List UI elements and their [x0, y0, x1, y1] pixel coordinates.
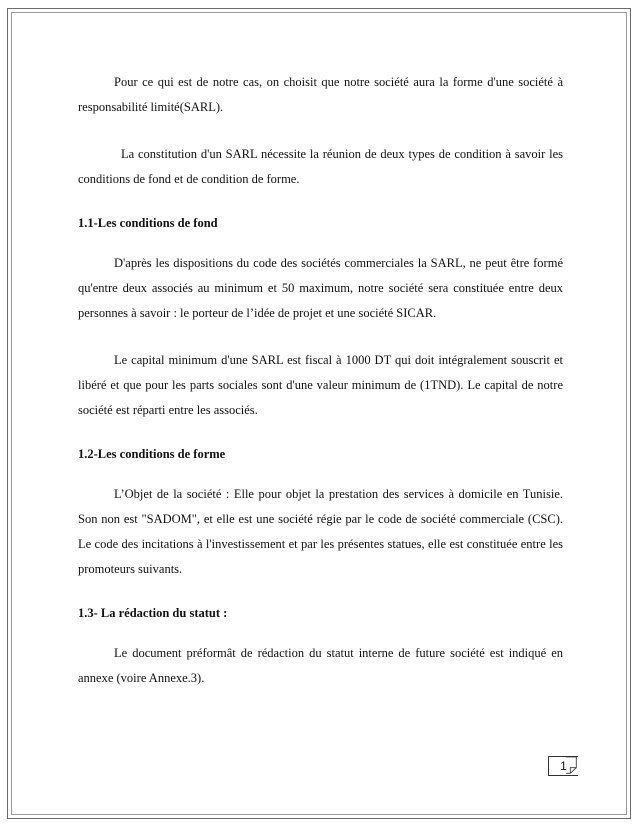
paragraph-capital: Le capital minimum d'une SARL est fiscal à 1000 DT qui doit intégralement souscrit et libéré et que pour les parts sociales sont d'une valeur minimum de (1TND). Le capital de notre société est réparti entre les associés.: [78, 353, 563, 417]
paragraph-intro: Pour ce qui est de notre cas, on choisit que notre société aura la forme d'une société à responsabilité limité(SARL).: [78, 75, 563, 114]
paragraph-constitution: La constitution d'un SARL nécessite la réunion de deux types de condition à savoir les conditions de fond et de condition de forme.: [78, 147, 563, 186]
page-number: 1: [548, 756, 578, 776]
paragraph-annexe: Le document préformât de rédaction du statut interne de future société est indiqué en annexe (voire Annexe.3).: [78, 646, 563, 685]
paragraph-objet: L’Objet de la société : Elle pour objet la prestation des services à domicile en Tunisie. Son non est "SADOM", et elle est une société régie par le code de société commerciale (CSC). Le code des incitations à l'investissement et par les présentes statues, elle est constituée entre les promoteurs suivants.: [78, 487, 563, 576]
paragraph-associes: D'après les dispositions du code des sociétés commerciales la SARL, ne peut être formé qu'entre deux associés au minimum et 50 maximum, notre société sera constituée entre deux personnes à savoir : le porteur de l’idée de projet et une société SICAR.: [78, 256, 563, 320]
page-corner-fold-icon: [566, 756, 578, 776]
heading-conditions-fond: 1.1-Les conditions de fond: [78, 216, 218, 230]
document-body: [78, 70, 563, 713]
heading-redaction-statut: 1.3- La rédaction du statut :: [78, 606, 228, 620]
heading-conditions-forme: 1.2-Les conditions de forme: [78, 447, 226, 461]
